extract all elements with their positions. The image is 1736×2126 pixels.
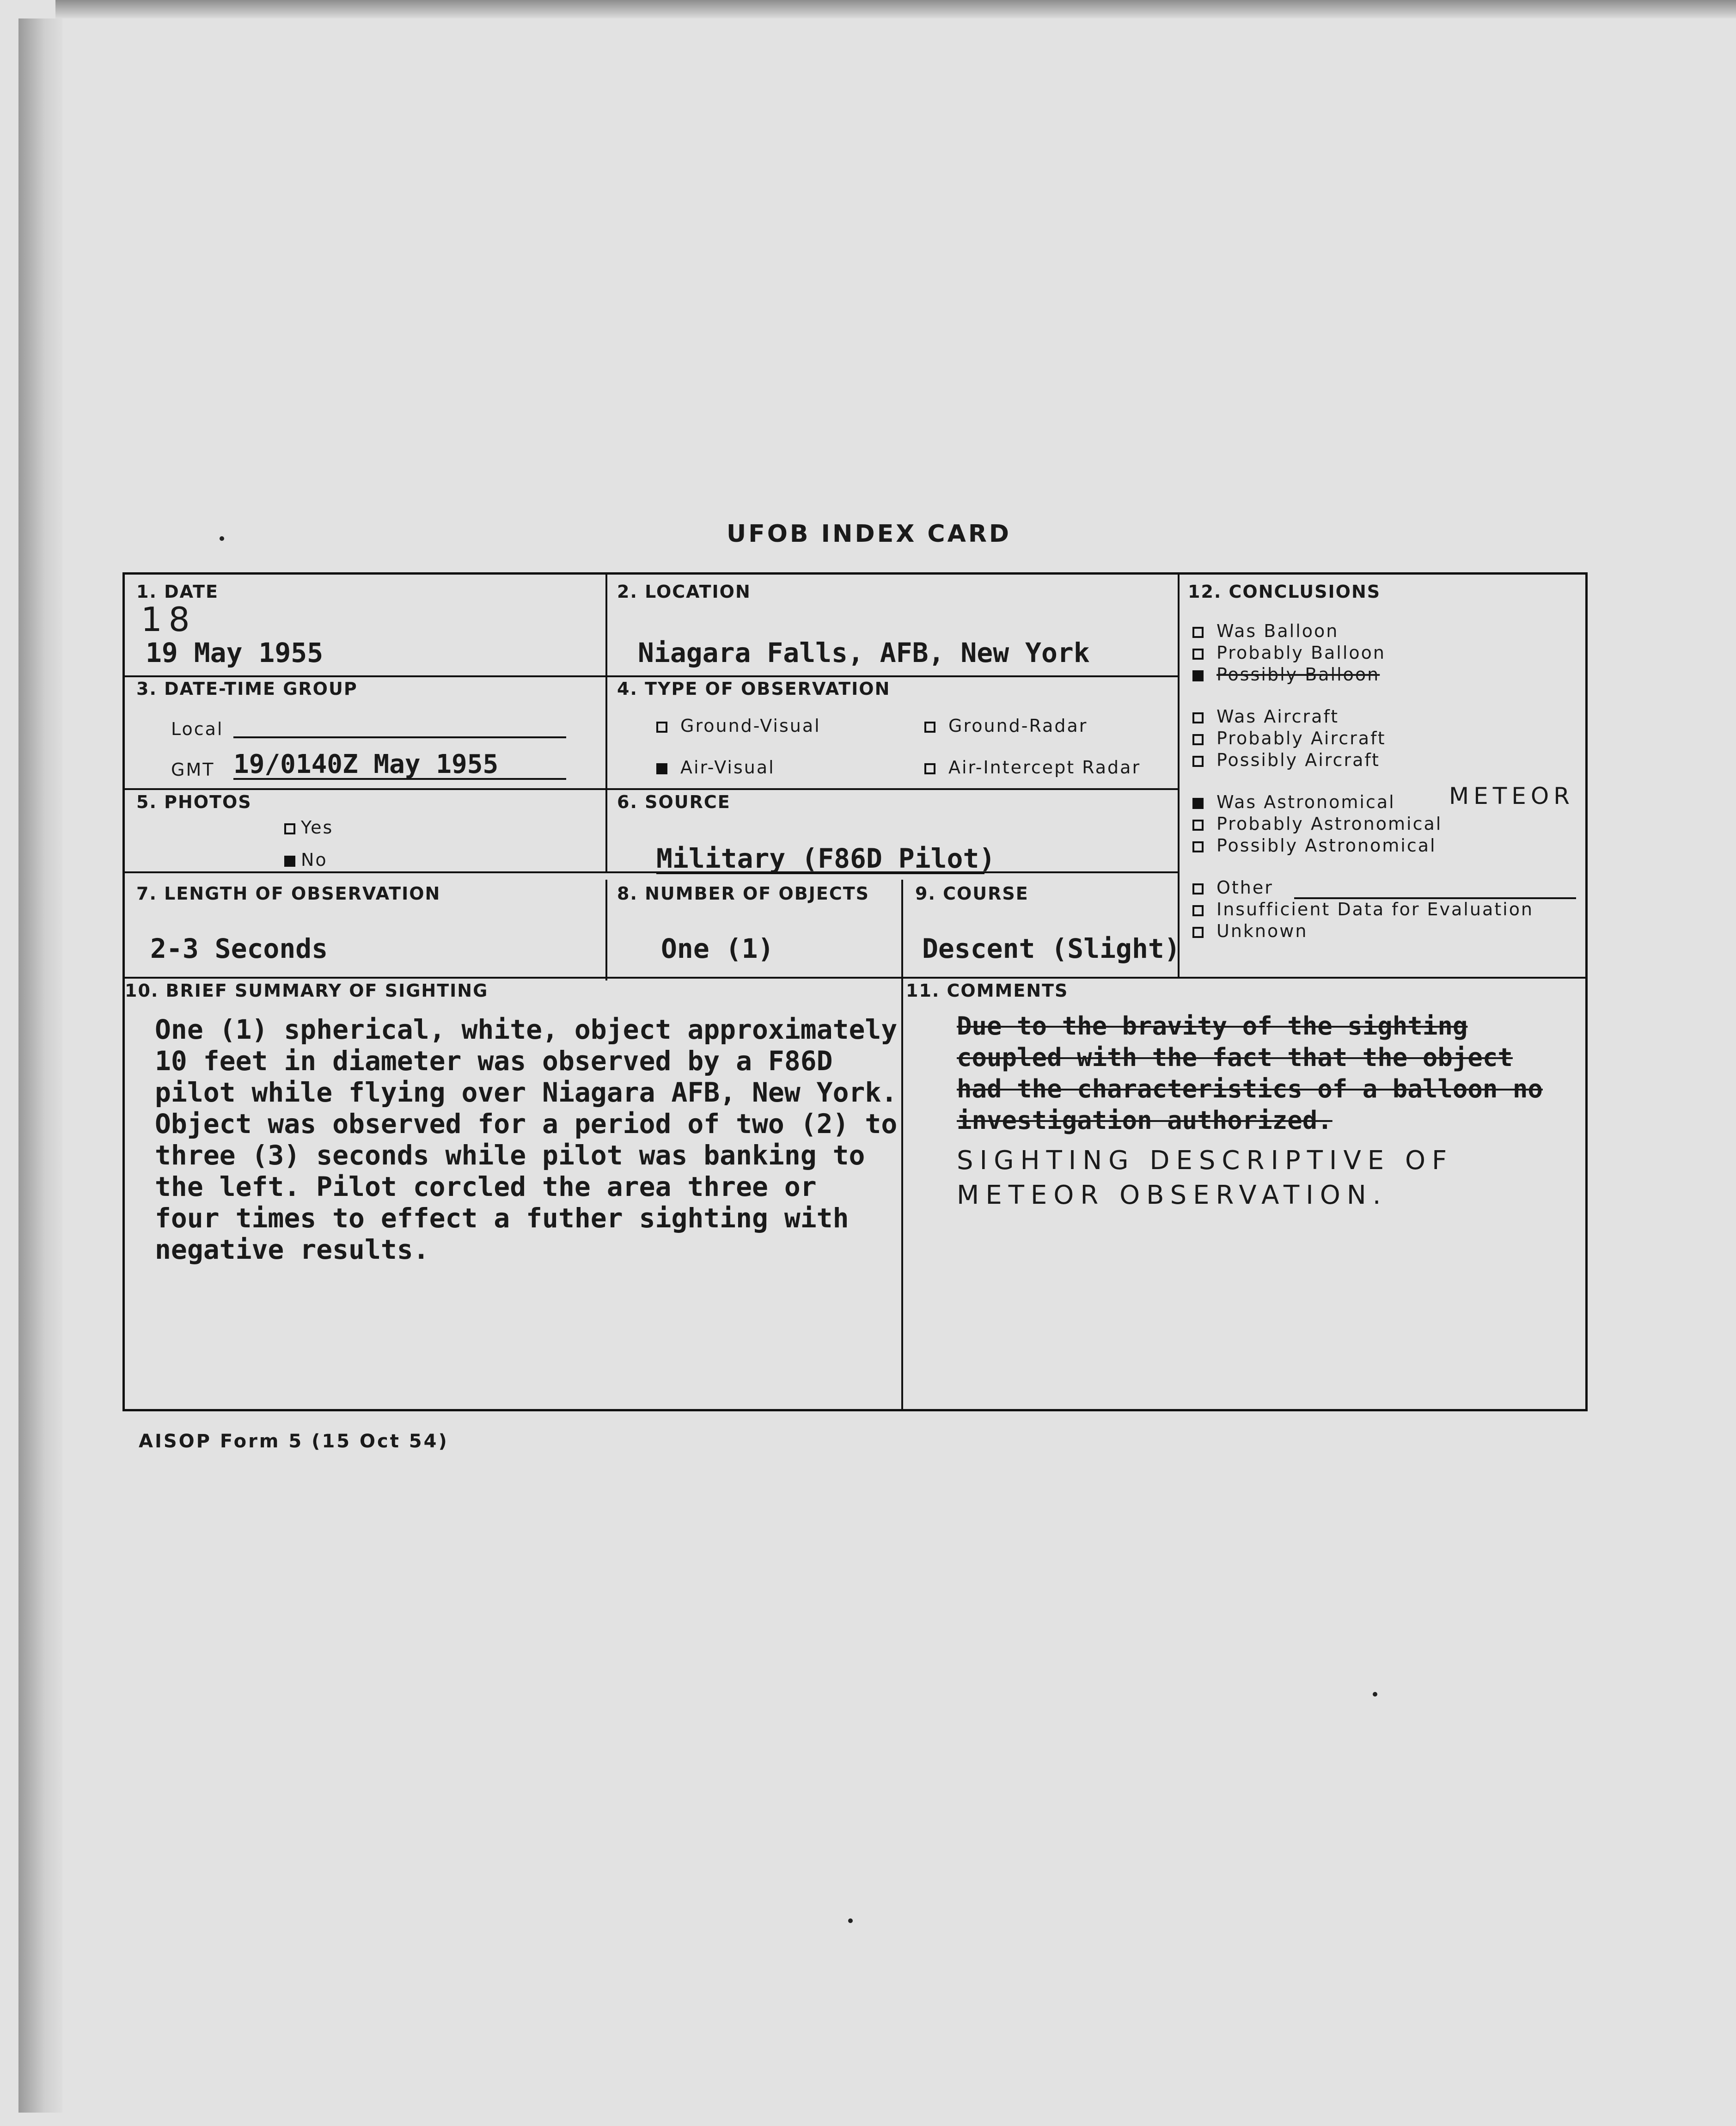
ground-visual-checkbox[interactable] (656, 722, 667, 733)
conclusion-unknown[interactable]: Unknown (1192, 921, 1308, 941)
gmt-underline (233, 778, 566, 780)
type-observation-label: 4. TYPE OF OBSERVATION (617, 679, 891, 699)
conclusion-insufficient-data[interactable]: Insufficient Data for Evaluation (1192, 899, 1534, 919)
comments-text (957, 1011, 1543, 1137)
divider-row3 (125, 871, 1179, 873)
summary-line: One (1) spherical, white, object approximately (155, 1014, 898, 1045)
summary-line: four times to effect a futher sighting with (155, 1202, 849, 1234)
divider-row1 (125, 675, 1179, 677)
photos-yes-option[interactable]: Yes (284, 817, 333, 838)
summary-label: 10. BRIEF SUMMARY OF SIGHTING (125, 980, 489, 1001)
date-handwritten: 18 (141, 600, 196, 639)
gmt-value: 19/0140Z May 1955 (233, 749, 499, 779)
comment-line: coupled with the fact that the object (957, 1043, 1513, 1072)
conclusion-checkbox[interactable] (1192, 841, 1204, 852)
dtg-label: 3. DATE-TIME GROUP (136, 679, 358, 699)
conclusion-checkbox[interactable] (1192, 670, 1204, 681)
conclusion-probably-aircraft[interactable]: Probably Aircraft (1192, 728, 1386, 748)
air-visual-checkbox[interactable] (656, 763, 667, 774)
summary-text (155, 1014, 897, 1265)
conclusion-checkbox[interactable] (1192, 927, 1204, 938)
date-value: 19 May 1955 (146, 637, 324, 668)
summary-line: 10 feet in diameter was observed by a F86D (155, 1045, 833, 1077)
course-value: Descent (Slight) (922, 933, 1180, 964)
air-intercept-radar-option[interactable]: Air-Intercept Radar (924, 757, 1141, 778)
index-card (122, 572, 1588, 1411)
conclusion-checkbox[interactable] (1192, 905, 1204, 916)
summary-line: Object was observed for a period of two (2) to (155, 1108, 898, 1140)
source-label: 6. SOURCE (617, 792, 731, 812)
conclusion-possibly-astronomical[interactable]: Possibly Astronomical (1192, 835, 1436, 856)
divider-col2 (605, 880, 607, 980)
course-label: 9. COURSE (915, 883, 1029, 904)
conclusion-checkbox[interactable] (1192, 883, 1204, 895)
ground-radar-checkbox[interactable] (924, 722, 935, 733)
conclusion-checkbox[interactable] (1192, 712, 1204, 723)
conclusion-checkbox[interactable] (1192, 820, 1204, 831)
form-footer: AISOP Form 5 (15 Oct 54) (139, 1431, 449, 1452)
comment-line: had the characteristics of a balloon no (957, 1074, 1543, 1103)
summary-line: negative results. (155, 1234, 429, 1265)
conclusion-possibly-balloon[interactable]: Possibly Balloon (1192, 664, 1380, 685)
comment-line: investigation authorized. (957, 1106, 1333, 1135)
photos-label: 5. PHOTOS (136, 792, 252, 812)
scan-speck (848, 1918, 853, 1923)
gmt-label: GMT (171, 760, 215, 780)
air-intercept-radar-checkbox[interactable] (924, 763, 935, 774)
conclusion-was-aircraft[interactable]: Was Aircraft (1192, 706, 1339, 727)
card-title: UFOB INDEX CARD (726, 520, 1012, 548)
conclusion-checkbox[interactable] (1192, 627, 1204, 638)
local-label: Local (171, 719, 224, 739)
summary-line: the left. Pilot corcled the area three or (155, 1171, 817, 1202)
divider-row4 (125, 977, 1588, 979)
objects-label: 8. NUMBER OF OBJECTS (617, 883, 870, 904)
photos-no-checkbox[interactable] (284, 856, 295, 867)
conclusion-checkbox[interactable] (1192, 798, 1204, 809)
scan-speck (1373, 1692, 1377, 1697)
location-value: Niagara Falls, AFB, New York (638, 637, 1090, 668)
air-visual-option[interactable]: Air-Visual (656, 757, 775, 778)
conclusions-label: 12. CONCLUSIONS (1188, 582, 1381, 602)
length-label: 7. LENGTH OF OBSERVATION (136, 883, 441, 904)
conclusion-probably-balloon[interactable]: Probably Balloon (1192, 643, 1386, 663)
comments-label: 11. COMMENTS (906, 980, 1069, 1001)
length-value: 2-3 Seconds (150, 933, 328, 964)
divider-col1 (605, 575, 607, 871)
divider-col3 (901, 880, 903, 1411)
divider-row2 (125, 788, 1179, 790)
scan-edge-top (55, 0, 1736, 18)
ground-radar-option[interactable]: Ground-Radar (924, 716, 1088, 736)
divider-conclusions (1178, 575, 1180, 977)
comment-handwritten-line: SIGHTING DESCRIPTIVE OF (957, 1146, 1454, 1176)
local-underline (233, 736, 566, 738)
conclusion-probably-astronomical[interactable]: Probably Astronomical (1192, 814, 1442, 834)
summary-line: three (3) seconds while pilot was banking to (155, 1140, 865, 1171)
source-value: Military (F86D Pilot) (656, 843, 996, 874)
location-label: 2. LOCATION (617, 582, 751, 602)
source-underline (656, 872, 984, 874)
photos-yes-checkbox[interactable] (284, 823, 295, 834)
ground-visual-option[interactable]: Ground-Visual (656, 716, 821, 736)
conclusion-was-astronomical[interactable]: Was Astronomical (1192, 792, 1395, 812)
conclusion-was-balloon[interactable]: Was Balloon (1192, 621, 1339, 641)
conclusion-checkbox[interactable] (1192, 756, 1204, 767)
photos-no-option[interactable]: No (284, 850, 328, 870)
date-label: 1. DATE (136, 582, 219, 602)
comment-line: Due to the bravity of the sighting (957, 1011, 1468, 1041)
conclusion-possibly-aircraft[interactable]: Possibly Aircraft (1192, 750, 1380, 770)
scan-speck (220, 536, 224, 541)
conclusion-handwritten-note: METEOR (1449, 783, 1574, 809)
scan-edge-left (18, 18, 62, 2113)
conclusion-checkbox[interactable] (1192, 649, 1204, 660)
conclusion-other[interactable]: Other (1192, 877, 1273, 898)
summary-line: pilot while flying over Niagara AFB, New York. (155, 1077, 898, 1108)
conclusion-checkbox[interactable] (1192, 734, 1204, 745)
comment-handwritten-line: METEOR OBSERVATION. (957, 1180, 1388, 1210)
objects-value: One (1) (661, 933, 774, 964)
